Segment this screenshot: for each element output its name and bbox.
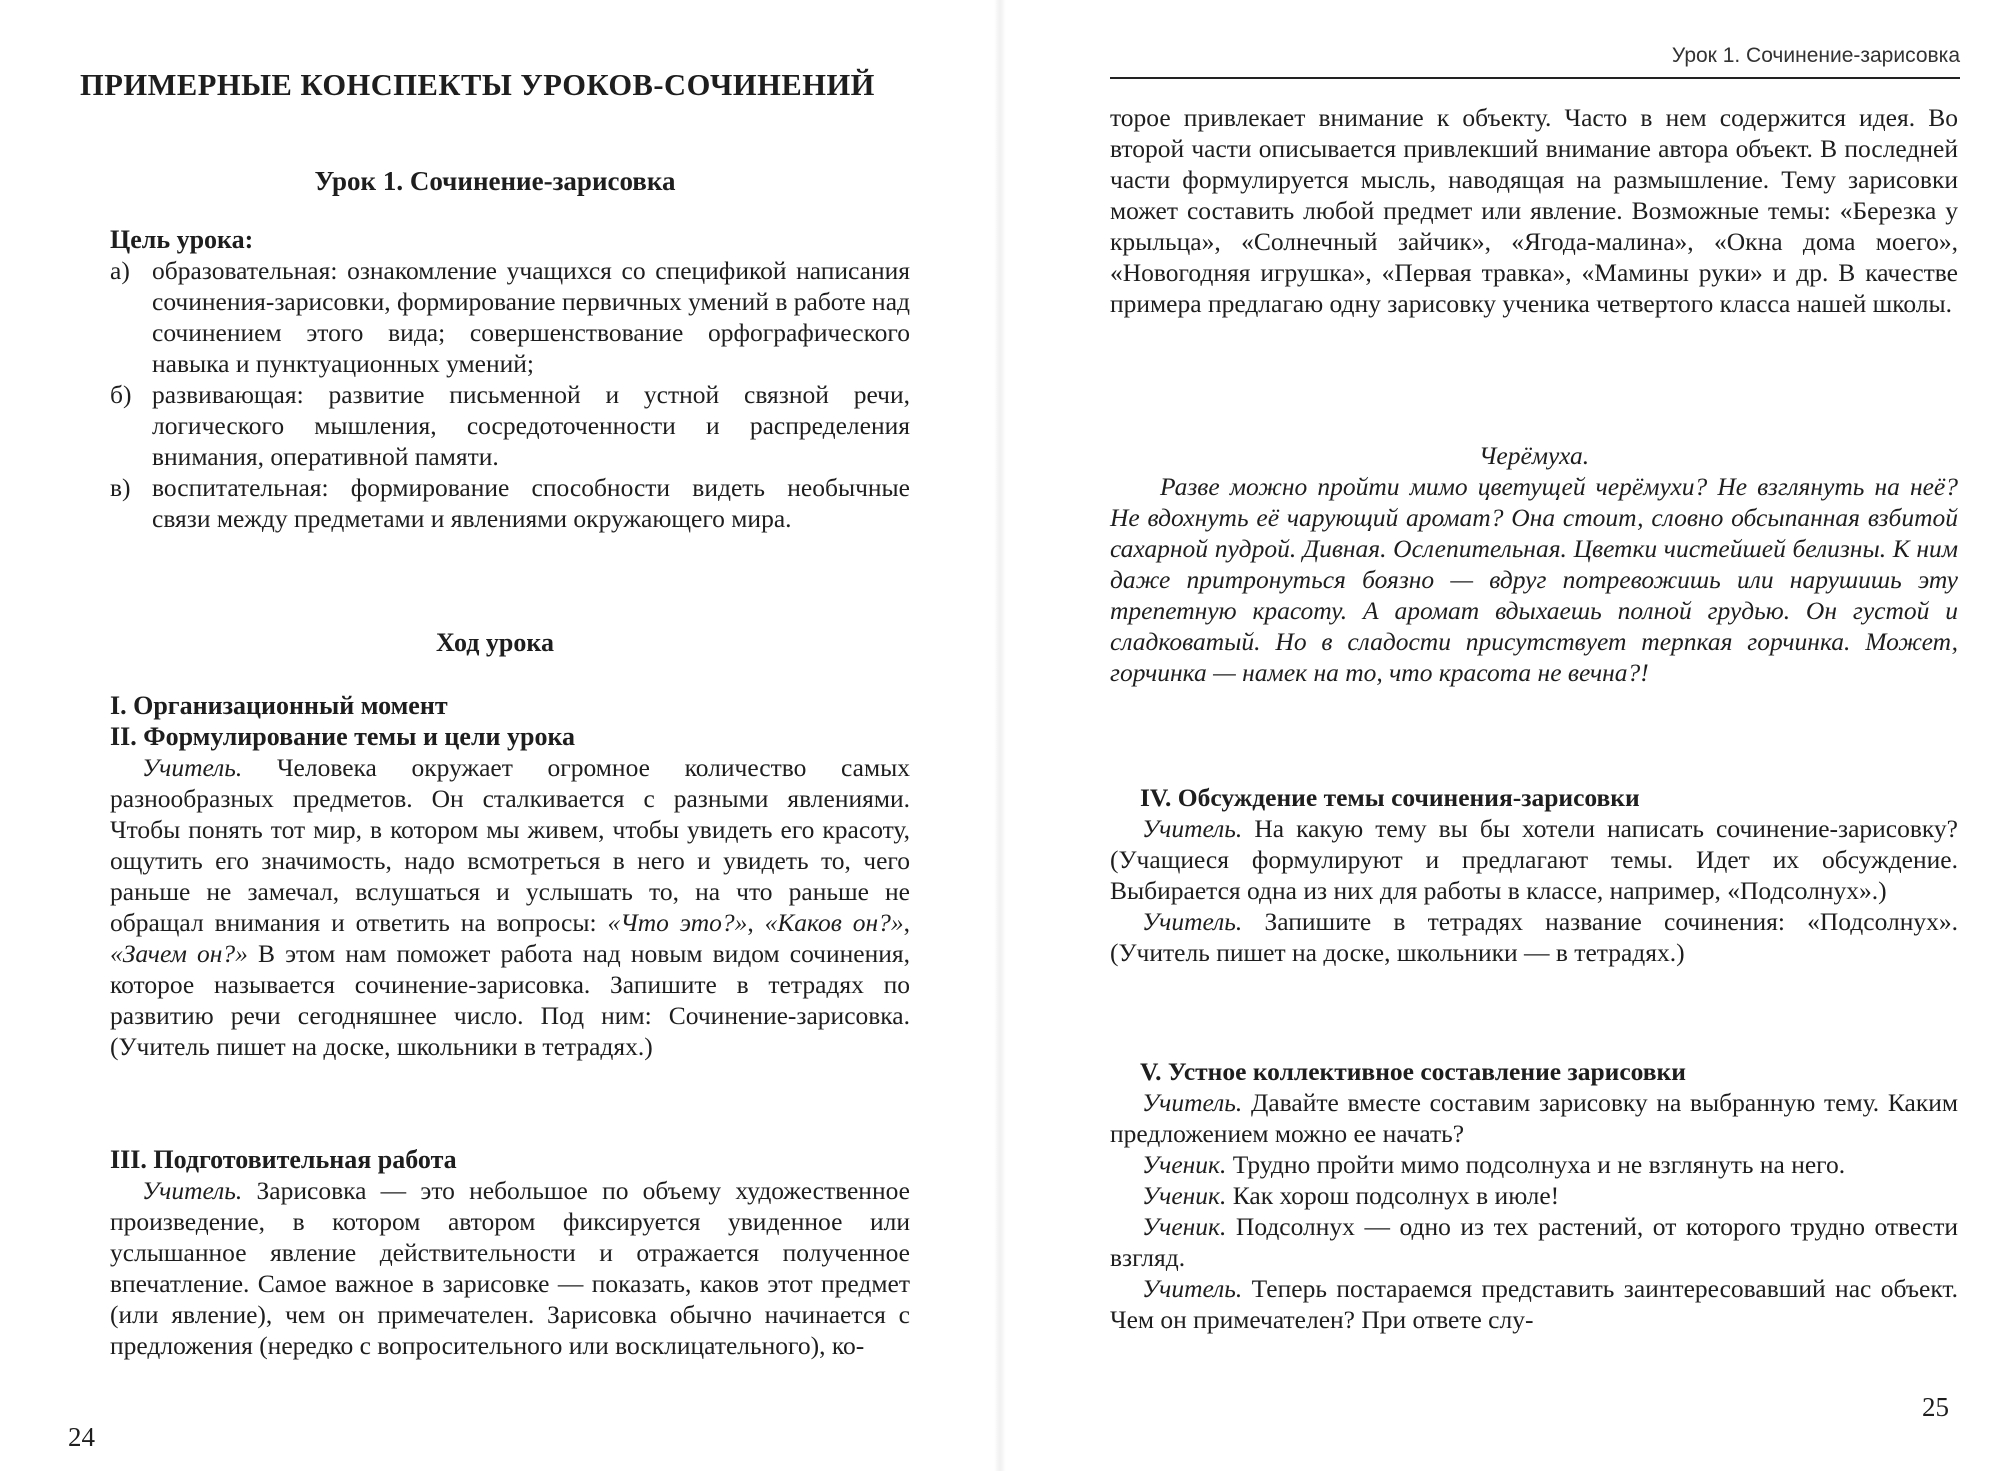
paragraph xyxy=(1110,1149,1958,1180)
paragraph-text: Теперь постараемся представить заинтересовавший нас объект. Чем он примечателен? При ответе слу- xyxy=(1110,1274,1958,1334)
lesson-title: Урок 1. Сочинение-зарисовка xyxy=(314,166,676,196)
speaker-label: Учитель. xyxy=(1142,1088,1243,1117)
section-heading-4: IV. Обсуждение темы сочинения-зарисовки xyxy=(1140,783,1640,812)
goal-item xyxy=(110,379,910,472)
speaker-label: Ученик. xyxy=(1142,1150,1227,1179)
essay-text: Разве можно пройти мимо цветущей черёмухи? Не взглянуть на неё? Не вдохнуть её чарующий аромат? Она стоит, словно обсыпанная взбитой сахарной пудрой. Дивная. Ослепительная. Цветки чистейшей белизны. К ним даже притронуться боязно — вдруг потревожишь или нарушишь эту трепетную красоту. А аромат вдыхаешь полной грудью. Он густой и сладковатый. Но в сладости присутствует терпкая горчинка. Может, горчинка — намек на то, что красота не вечна?! xyxy=(1110,472,1958,687)
section-4-body xyxy=(1110,813,1958,968)
running-head: Урок 1. Сочинение-зарисовка xyxy=(1671,44,1960,67)
goal-label: Цель урока: xyxy=(110,225,254,254)
goal-text: развивающая: развитие письменной и устной связной речи, логического мышления, сосредоточенности и распределения внимания, оперативной памяти. xyxy=(152,380,910,471)
course-heading: Ход урока xyxy=(436,628,554,657)
paragraph-text: В этом нам поможет работа над новым видом сочинения, которое называется сочинение-зарисовка. Запишите в тетрадях по развитию речи сегодняшнее число. Под ним: Сочинение-зарисовка. (Учитель пишет на доске, школьники в тетрадях.) xyxy=(110,939,910,1061)
speaker-label: Учитель. xyxy=(142,753,243,782)
goal-text: образовательная: ознакомление учащихся со спецификой написания сочинения-зарисовки, формирование первичных умений в работе над сочинением этого вида; совершенствование орфографического навыка и пунктуационных умений; xyxy=(152,256,910,378)
page-number: 24 xyxy=(68,1422,95,1452)
main-title: ПРИМЕРНЫЕ КОНСПЕКТЫ УРОКОВ-СОЧИНЕНИЙ xyxy=(80,68,875,102)
goal-item xyxy=(110,255,910,379)
intro-paragraph xyxy=(1110,102,1958,319)
paragraph xyxy=(1110,1273,1958,1335)
paragraph xyxy=(110,1175,910,1361)
speaker-label: Учитель. xyxy=(1142,907,1243,936)
section-heading-3: III. Подготовительная работа xyxy=(110,1145,457,1174)
page-number: 25 xyxy=(1922,1392,1949,1422)
speaker-label: Учитель. xyxy=(1142,1274,1243,1303)
paragraph-text: Запишите в тетрадях название сочинения: «Подсолнух». (Учитель пишет на доске, школьники — в тетрадях.) xyxy=(1110,907,1958,967)
paragraph xyxy=(1110,813,1958,906)
section-heading-5: V. Устное коллективное составление зарисовки xyxy=(1140,1057,1686,1086)
section-2-body xyxy=(110,752,910,1062)
speaker-label: Ученик. xyxy=(1142,1181,1227,1210)
question-2: «Каков он?» xyxy=(764,908,904,937)
goal-marker: б) xyxy=(110,380,132,409)
paragraph xyxy=(1110,1180,1958,1211)
sample-essay xyxy=(1110,440,1958,688)
goal-list xyxy=(110,255,910,534)
separator: , xyxy=(747,908,765,937)
goal-item xyxy=(110,472,910,534)
paragraph xyxy=(1110,906,1958,968)
section-heading-2: II. Формулирование темы и цели урока xyxy=(110,722,576,751)
speaker-label: Учитель. xyxy=(142,1176,243,1205)
paragraph-text: На какую тему вы бы хотели написать сочинение-зарисовку? (Учащиеся формулируют и предлагают темы. Идет их обсуждение. Выбирается одна из них для работы в классе, например, «Подсолнух».) xyxy=(1110,814,1958,905)
paragraph-text: Как хорош подсолнух в июле! xyxy=(1226,1181,1560,1210)
paragraph xyxy=(1110,1211,1958,1273)
section-5-body xyxy=(1110,1087,1958,1335)
paragraph-text: торое привлекает внимание к объекту. Часто в нем содержится идея. Во второй части описывается привлекший внимание автора объект. В последней части формулируется мысль, наводящая на размышление. Тему зарисовки может составить любой предмет или явление. Возможные темы: «Березка у крыльца», «Солнечный зайчик», «Ягода-малина», «Окна дома моего», «Новогодняя игрушка», «Первая травка», «Мамины руки» и др. В качестве примера предлагаю одну зарисовку ученика четвертого класса нашей школы. xyxy=(1110,103,1958,318)
lesson-goals xyxy=(110,224,910,534)
essay-title: Черёмуха. xyxy=(1478,441,1590,470)
question-1: «Что это?» xyxy=(607,908,748,937)
paragraph xyxy=(1110,1087,1958,1149)
section-3-body xyxy=(110,1175,910,1361)
question-3: «Зачем он?» xyxy=(110,939,248,968)
paragraph-text: Давайте вместе составим зарисовку на выбранную тему. Каким предложением можно ее начать? xyxy=(1110,1088,1958,1148)
goal-marker: а) xyxy=(110,256,130,285)
section-heading-1: I. Организационный момент xyxy=(110,691,448,720)
header-rule xyxy=(1110,77,1960,79)
book-gutter xyxy=(994,0,1006,1471)
separator: , xyxy=(903,908,910,937)
paragraph-text: Зарисовка — это небольшое по объему художественное произведение, в котором автором фиксируется увиденное или услышанное явление действительности и отражается полученное впечатление. Самое важное в зарисовке — показать, каков этот предмет (или явление), чем он примечателен. Зарисовка обычно начинается с предложения (нередко с вопросительного или восклицательного), ко- xyxy=(110,1176,910,1360)
paragraph-text: Трудно пройти мимо подсолнуха и не взглянуть на него. xyxy=(1226,1150,1846,1179)
speaker-label: Ученик. xyxy=(1142,1212,1227,1241)
goal-marker: в) xyxy=(110,473,131,502)
paragraph-text: Подсолнух — одно из тех растений, от которого трудно отвести взгляд. xyxy=(1110,1212,1958,1272)
goal-text: воспитательная: формирование способности видеть необычные связи между предметами и явлениями окружающего мира. xyxy=(152,473,910,533)
paragraph xyxy=(110,752,910,1062)
paragraph-text: Человека окружает огромное количество самых разнообразных предметов. Он сталкивается с разными явлениями. Чтобы понять тот мир, в котором мы живем, чтобы увидеть его красоту, ощутить его значимость, надо всмотреться в него и увидеть то, чего раньше не замечал, вслушаться и услышать то, на что раньше не обращал внимания и ответить на вопросы: xyxy=(110,753,910,937)
speaker-label: Учитель. xyxy=(1142,814,1243,843)
